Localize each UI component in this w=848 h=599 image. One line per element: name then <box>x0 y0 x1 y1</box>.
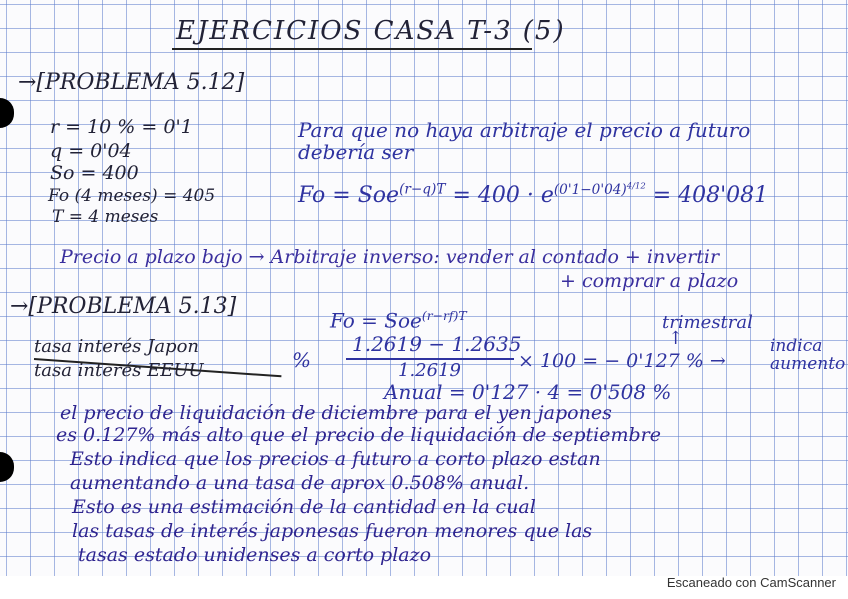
trimestral-arrow: ↑ <box>668 328 684 349</box>
given-r: r = 10 % = 0'1 <box>50 116 193 138</box>
formula-512-exp: (r−q)T <box>399 181 446 198</box>
text-line-2: es 0.127% más alto que el precio de liquidación de septiembre <box>56 424 661 446</box>
indica-note: indica <box>770 336 823 356</box>
label-eeuu: tasa interés EEUU <box>34 360 204 381</box>
title-underline <box>172 48 532 50</box>
binder-hole-top <box>0 98 14 128</box>
problem-513-heading: →[PROBLEMA 5.13] <box>10 294 237 319</box>
formula-513-exp: (r−rf)T <box>421 308 467 323</box>
binder-hole-bottom <box>0 452 14 482</box>
given-f0: Fo (4 meses) = 405 <box>48 186 216 206</box>
percent-label: % <box>292 348 312 372</box>
fraction-denominator: 1.2619 <box>398 360 461 381</box>
problem-512-heading: →[PROBLEMA 5.12] <box>18 70 245 95</box>
formula-512-lhs: Fo = Soe <box>298 182 400 208</box>
label-japon: tasa interés Japon <box>34 336 200 357</box>
formula-512-exp2-pow: 4/12 <box>626 180 646 190</box>
formula-512 <box>298 180 768 208</box>
explanation-line-1: Para que no haya arbitraje el precio a futuro <box>298 118 751 142</box>
fraction-rhs: × 100 = − 0'127 % → <box>518 350 726 372</box>
formula-513-lhs: Fo = Soe <box>330 308 422 333</box>
conclusion-line-2: + comprar a plazo <box>560 270 739 292</box>
text-line-1: el precio de liquidación de diciembre para el yen japones <box>60 402 612 424</box>
text-line-4: aumentando a una tasa de aprox 0.508% anual. <box>70 472 530 494</box>
formula-512-mid: = 400 · e <box>452 182 554 208</box>
explanation-line-2: debería ser <box>298 140 414 164</box>
trimestral-note: trimestral <box>662 312 753 333</box>
text-line-6: las tasas de interés japonesas fueron menores que las <box>72 520 593 542</box>
text-line-7: tasas estado unidenses a corto plazo <box>78 544 432 566</box>
formula-513 <box>330 308 467 333</box>
formula-512-exp2: (0'1−0'04) <box>553 181 627 198</box>
text-line-5: Esto es una estimación de la cantidad en la cual <box>72 496 536 518</box>
fraction-numerator: 1.2619 − 1.2635 <box>352 332 522 356</box>
given-q: q = 0'04 <box>50 140 132 162</box>
given-s0: So = 400 <box>50 162 139 184</box>
formula-512-result: = 408'081 <box>652 182 769 208</box>
anual-calc: Anual = 0'127 · 4 = 0'508 % <box>384 380 672 404</box>
conclusion-line-1: Precio a plazo bajo → Arbitraje inverso: vender al contado + invertir <box>60 246 720 268</box>
text-line-3: Esto indica que los precios a futuro a corto plazo estan <box>70 448 601 470</box>
aumento-note: aumento <box>770 354 846 374</box>
camscanner-watermark: Escaneado con CamScanner <box>666 575 836 590</box>
page-title: EJERCICIOS CASA T-3 (5) <box>176 16 566 46</box>
given-t: T = 4 meses <box>52 207 159 227</box>
